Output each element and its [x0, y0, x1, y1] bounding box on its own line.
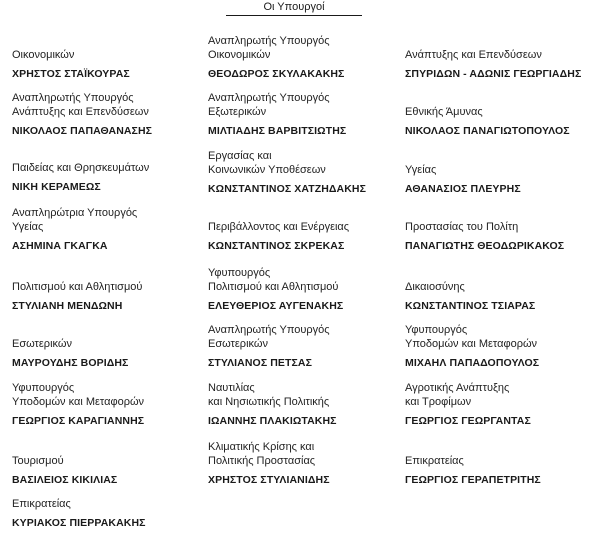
- ministry-role: Οικονομικών: [208, 48, 271, 61]
- minister-name: ΧΡΗΣΤΟΣ ΣΤΥΛΙΑΝΙΔΗΣ: [208, 474, 330, 486]
- minister-entry: [208, 150, 366, 196]
- ministry-role: Αγροτικής Ανάπτυξης: [405, 382, 510, 394]
- ministry-role: Αναπληρώτρια Υπουργός: [12, 207, 138, 219]
- minister-entry: [12, 92, 152, 138]
- minister-name: ΚΩΝΣΤΑΝΤΙΝΟΣ ΤΣΙΑΡΑΣ: [405, 300, 536, 312]
- minister-name: ΠΑΝΑΓΙΩΤΗΣ ΘΕΟΔΩΡΙΚΑΚΟΣ: [405, 240, 565, 252]
- minister-name: ΝΙΚΗ ΚΕΡΑΜΕΩΣ: [12, 181, 101, 193]
- ministry-role: Πολιτισμού και Αθλητισμού: [208, 280, 339, 293]
- minister-entry: [208, 267, 343, 313]
- minister-name: ΜΑΥΡΟΥΔΗΣ ΒΟΡΙΔΗΣ: [12, 357, 129, 369]
- minister-entry: [208, 324, 330, 370]
- minister-entry: [405, 49, 581, 82]
- minister-entry: [208, 92, 346, 138]
- minister-name: ΓΕΩΡΓΙΟΣ ΓΕΡΑΠΕΤΡΙΤΗΣ: [405, 474, 541, 486]
- minister-entry: [405, 281, 535, 314]
- minister-name: ΝΙΚΟΛΑΟΣ ΠΑΠΑΘΑΝΑΣΗΣ: [12, 125, 153, 137]
- minister-name: ΘΕΟΔΩΡΟΣ ΣΚΥΛΑΚΑΚΗΣ: [208, 68, 345, 80]
- ministry-role: Τουρισμού: [12, 454, 64, 467]
- ministry-role: Ανάπτυξης και Επενδύσεων: [12, 105, 149, 118]
- minister-entry: [405, 382, 531, 428]
- ministry-role: Κοινωνικών Υποθέσεων: [208, 163, 326, 176]
- minister-entry: [12, 162, 149, 195]
- ministry-role: Αναπληρωτής Υπουργός: [208, 92, 330, 104]
- ministry-role: Οικονομικών: [12, 48, 75, 61]
- minister-name: ΣΤΥΛΙΑΝΗ ΜΕΝΔΩΝΗ: [12, 300, 123, 312]
- ministry-role: Ναυτιλίας: [208, 382, 255, 394]
- minister-entry: [405, 164, 521, 197]
- minister-name: ΜΙΛΤΙΑΔΗΣ ΒΑΡΒΙΤΣΙΩΤΗΣ: [208, 125, 347, 137]
- minister-entry: [12, 281, 142, 314]
- ministry-role: Πολιτισμού και Αθλητισμού: [12, 280, 143, 293]
- minister-name: ΓΕΩΡΓΙΟΣ ΚΑΡΑΓΙΑΝΝΗΣ: [12, 415, 145, 427]
- minister-entry: [405, 106, 570, 139]
- minister-name: ΧΡΗΣΤΟΣ ΣΤΑΪΚΟΥΡΑΣ: [12, 68, 130, 80]
- minister-entry: [12, 49, 130, 82]
- minister-entry: [208, 221, 349, 254]
- ministry-role: Δικαιοσύνης: [405, 280, 465, 293]
- ministry-role: Υφυπουργός: [12, 382, 75, 394]
- minister-name: ΑΣΗΜΙΝΑ ΓΚΑΓΚΑ: [12, 240, 108, 252]
- ministry-role: Αναπληρωτής Υπουργός: [12, 92, 134, 104]
- minister-name: ΚΥΡΙΑΚΟΣ ΠΙΕΡΡΑΚΑΚΗΣ: [12, 517, 146, 529]
- minister-name: ΚΩΝΣΤΑΝΤΙΝΟΣ ΧΑΤΖΗΔΑΚΗΣ: [208, 183, 367, 195]
- minister-name: ΕΛΕΥΘΕΡΙΟΣ ΑΥΓΕΝΑΚΗΣ: [208, 300, 344, 312]
- ministry-role: Εθνικής Άμυνας: [405, 105, 483, 118]
- minister-entry: [405, 221, 564, 254]
- minister-name: ΣΠΥΡΙΔΩΝ - ΑΔΩΝΙΣ ΓΕΩΡΓΙΑΔΗΣ: [405, 68, 582, 80]
- page-title: Οι Υπουργοί: [226, 0, 362, 16]
- ministry-role: Επικρατείας: [405, 454, 464, 467]
- ministry-role: Υφυπουργός: [208, 267, 271, 279]
- minister-entry: [12, 382, 144, 428]
- ministry-role: Κλιματικής Κρίσης και: [208, 441, 315, 453]
- ministry-role: Περιβάλλοντος και Ενέργειας: [208, 220, 350, 233]
- minister-entry: [405, 455, 541, 488]
- ministry-role: Αναπληρωτής Υπουργός: [208, 324, 330, 336]
- minister-name: ΝΙΚΟΛΑΟΣ ΠΑΝΑΓΙΩΤΟΠΟΥΛΟΣ: [405, 125, 570, 137]
- minister-entry: [12, 207, 137, 253]
- ministry-role: Υποδομών και Μεταφορών: [12, 395, 145, 408]
- minister-entry: [208, 35, 344, 81]
- ministry-role: και Νησιωτικής Πολιτικής: [208, 395, 330, 408]
- ministry-role: Πολιτικής Προστασίας: [208, 454, 316, 467]
- minister-name: ΓΕΩΡΓΙΟΣ ΓΕΩΡΓΑΝΤΑΣ: [405, 415, 531, 427]
- ministry-role: Εσωτερικών: [208, 337, 268, 350]
- minister-name: ΙΩΑΝΝΗΣ ΠΛΑΚΙΩΤΑΚΗΣ: [208, 415, 337, 427]
- ministry-role: Παιδείας και Θρησκευμάτων: [12, 161, 150, 174]
- minister-name: ΑΘΑΝΑΣΙΟΣ ΠΛΕΥΡΗΣ: [405, 183, 521, 195]
- ministry-role: Υποδομών και Μεταφορών: [405, 337, 538, 350]
- minister-entry: [12, 498, 146, 531]
- ministry-role: Εργασίας και: [208, 150, 272, 162]
- ministry-role: Υφυπουργός: [405, 324, 468, 336]
- minister-entry: [208, 382, 337, 428]
- minister-entry: [208, 441, 330, 487]
- ministry-role: Αναπληρωτής Υπουργός: [208, 35, 330, 47]
- minister-entry: [12, 455, 117, 488]
- ministry-role: Υγείας: [405, 163, 437, 176]
- minister-name: ΚΩΝΣΤΑΝΤΙΝΟΣ ΣΚΡΕΚΑΣ: [208, 240, 345, 252]
- ministry-role: Υγείας: [12, 220, 44, 233]
- minister-name: ΜΙΧΑΗΛ ΠΑΠΑΔΟΠΟΥΛΟΣ: [405, 357, 540, 369]
- ministry-role: Ανάπτυξης και Επενδύσεων: [405, 48, 542, 61]
- ministry-role: και Τροφίμων: [405, 395, 472, 408]
- ministry-role: Προστασίας του Πολίτη: [405, 220, 519, 233]
- minister-name: ΣΤΥΛΙΑΝΟΣ ΠΕΤΣΑΣ: [208, 357, 313, 369]
- ministry-role: Επικρατείας: [12, 497, 71, 510]
- minister-entry: [12, 338, 128, 371]
- minister-entry: [405, 324, 539, 370]
- minister-name: ΒΑΣΙΛΕΙΟΣ ΚΙΚΙΛΙΑΣ: [12, 474, 118, 486]
- ministry-role: Εξωτερικών: [208, 105, 267, 118]
- ministry-role: Εσωτερικών: [12, 337, 72, 350]
